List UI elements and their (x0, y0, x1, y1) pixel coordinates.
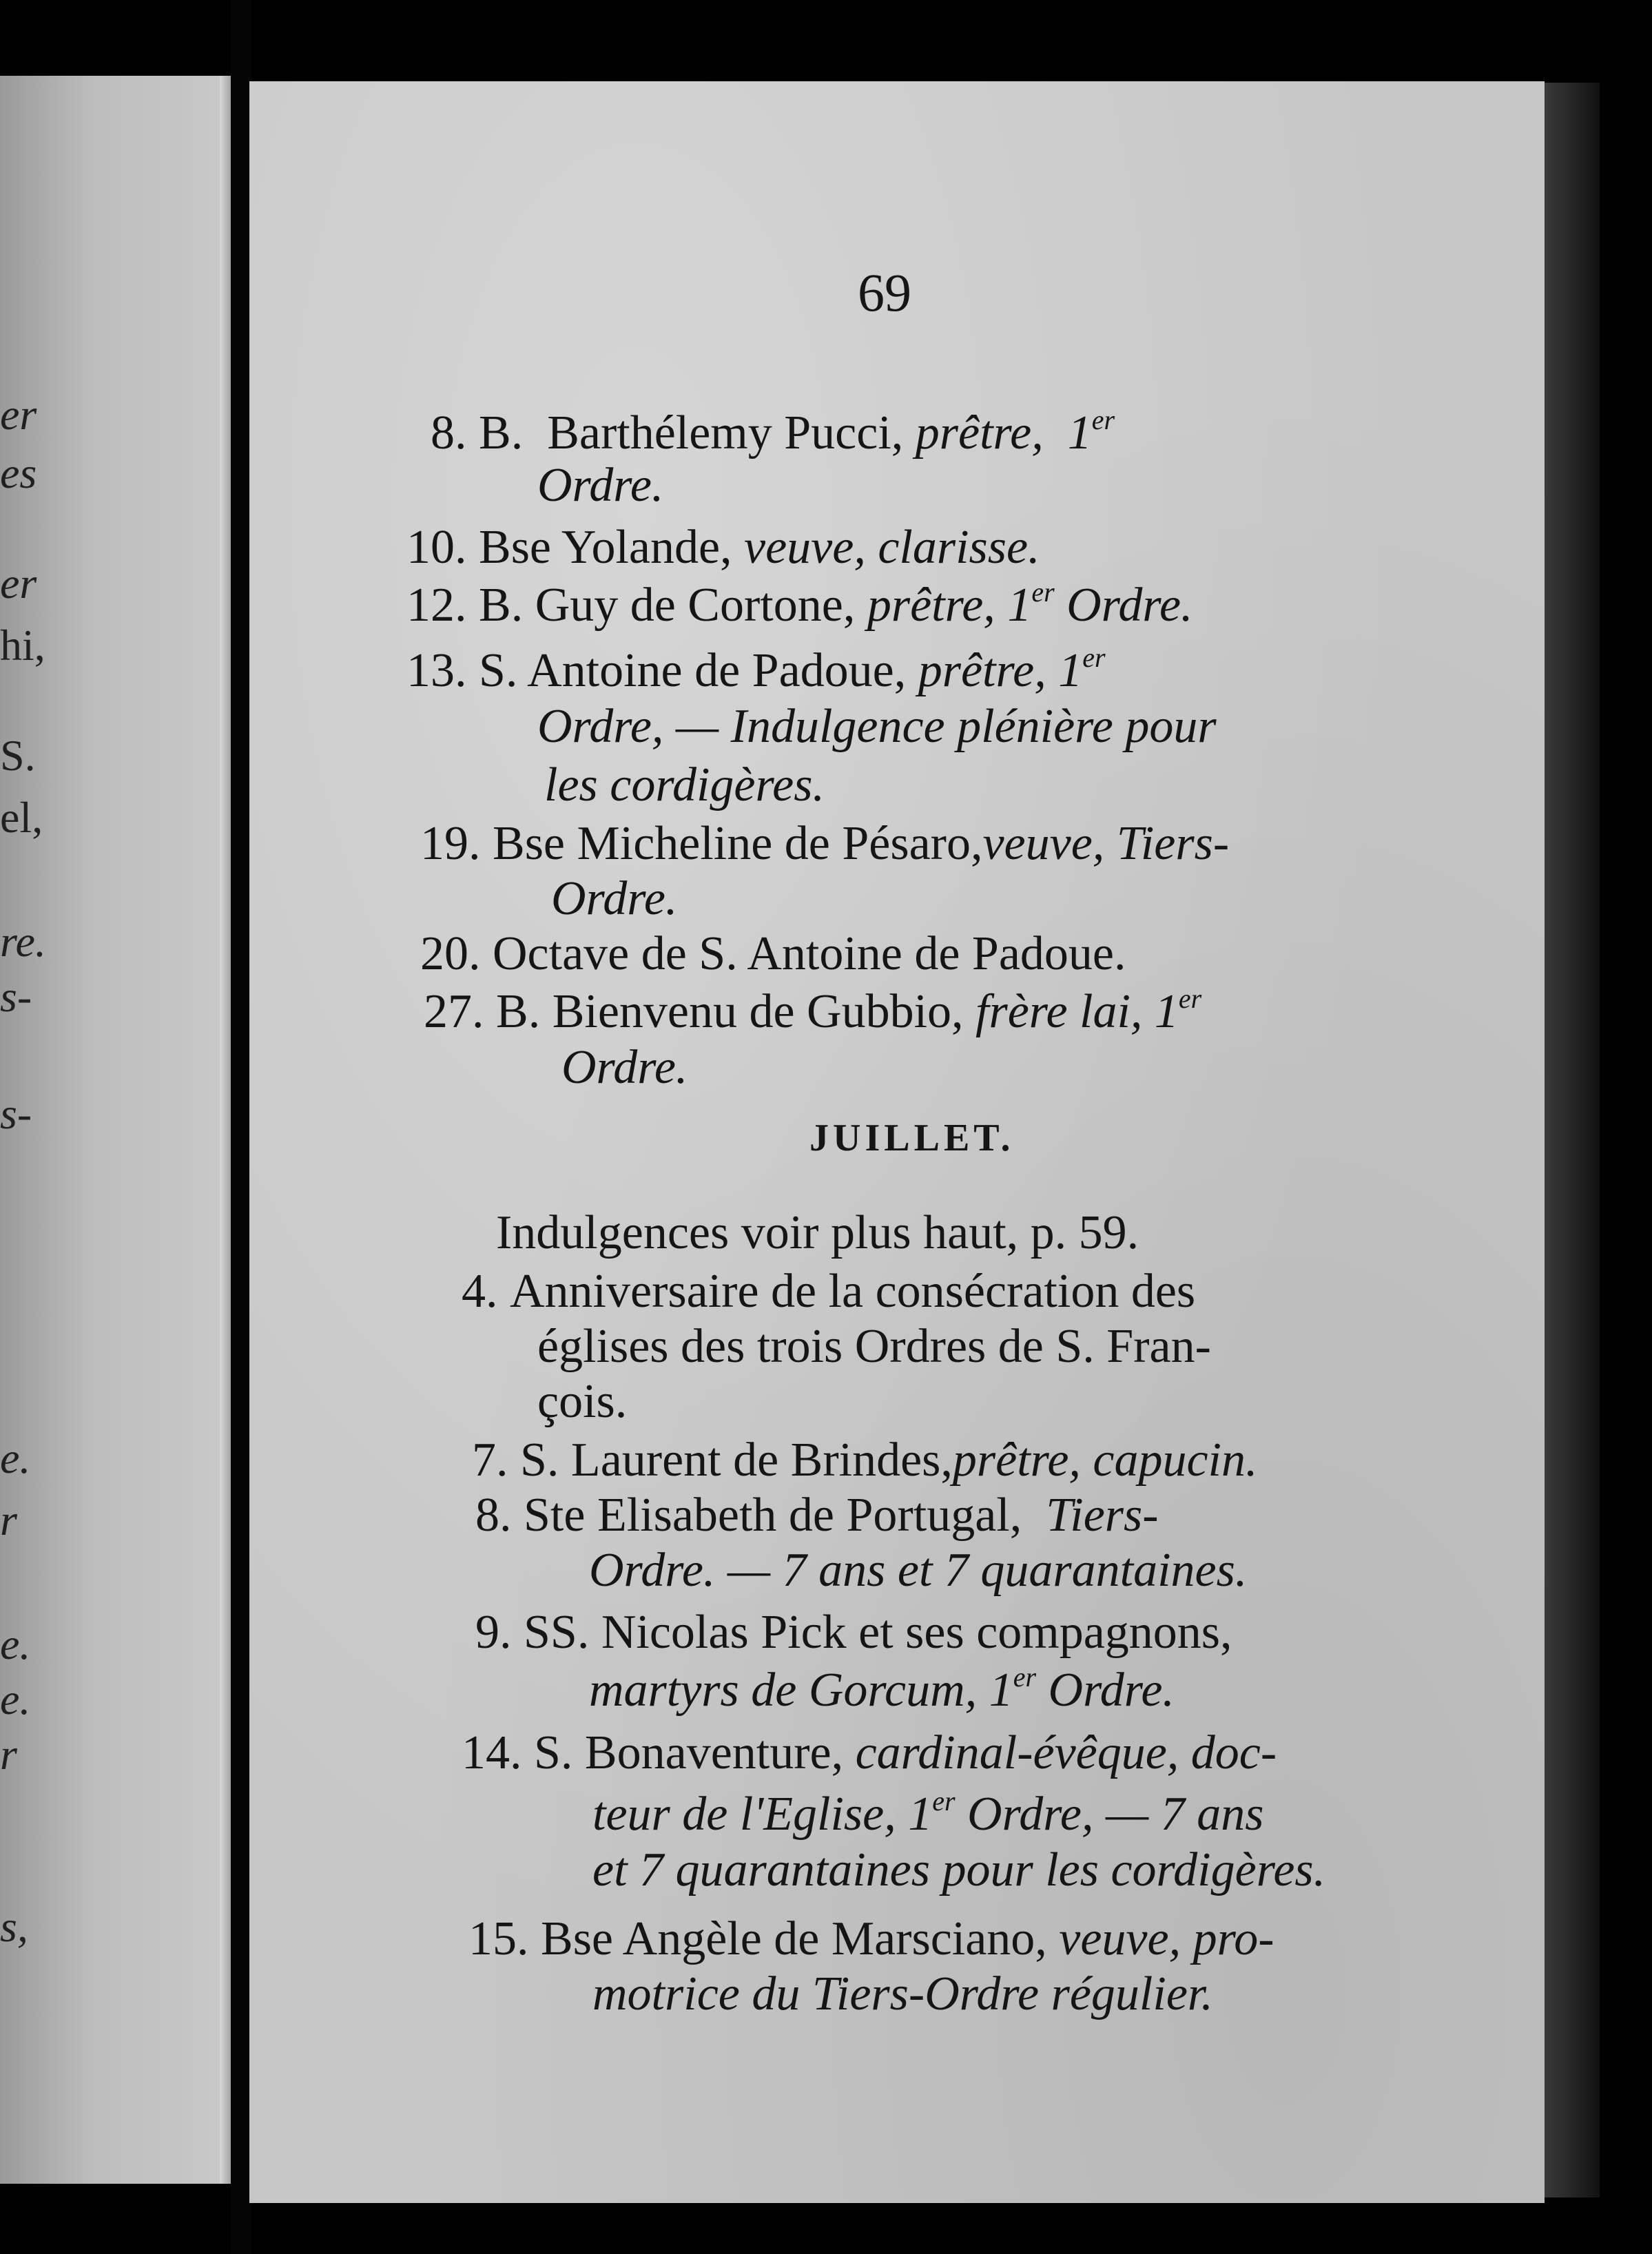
entry-text: Anniversaire de la consécration des (510, 1265, 1196, 1318)
entry-italic: 1 (989, 1664, 1013, 1717)
entry-19-cont: Ordre. (551, 872, 678, 925)
superscript: er (1082, 642, 1106, 673)
entry-italic: teur de l'Eglise, (592, 1788, 896, 1841)
left-fragment: s, (0, 1902, 28, 1951)
entry-number: 9. (475, 1606, 512, 1659)
left-fragment: r (0, 1730, 17, 1779)
entry-italic: prêtre, (867, 579, 995, 632)
entry-italic: prêtre, (915, 406, 1044, 459)
entry-number: 27. (424, 985, 484, 1038)
left-fragment: er (0, 390, 37, 439)
entry-8-cont: Ordre. (537, 459, 664, 512)
entry-number: 13. (406, 644, 467, 697)
entry-j4-cont: églises des trois Ordres de S. Fran- (537, 1320, 1211, 1373)
left-fragment: e. (0, 1434, 31, 1482)
left-fragment: e. (0, 1620, 31, 1668)
entry-text: Bse Yolande, (479, 521, 732, 574)
entry-italic: 1 (1058, 644, 1083, 697)
superscript: er (1013, 1662, 1037, 1693)
entry-20 (420, 927, 1126, 980)
entry-13-cont: les cordigères. (544, 758, 825, 811)
entry-italic: 1 (1007, 579, 1032, 632)
entry-text: S. Antoine de Padoue, (479, 644, 907, 697)
entry-j4 (462, 1265, 1196, 1318)
entry-j7 (472, 1436, 1257, 1485)
entry-text: S. Bonaventure, (534, 1726, 844, 1779)
entry-text: Octave de S. Antoine de Padoue. (493, 927, 1126, 980)
left-fragment: el, (0, 793, 43, 842)
entry-19 (420, 817, 1230, 870)
entry-j8 (475, 1491, 1159, 1540)
entry-number: 10. (406, 521, 467, 574)
left-fragment: s- (0, 972, 32, 1021)
month-heading: JUILLET. (809, 1117, 1015, 1159)
entry-italic: Ordre. (1066, 579, 1193, 632)
left-fragment: e. (0, 1675, 31, 1724)
entry-text: B. Guy de Cortone, (479, 579, 856, 632)
entry-j4-cont: çois. (537, 1375, 628, 1428)
left-fragment: r (0, 1496, 17, 1544)
entry-number: 8. (475, 1489, 512, 1542)
entry-27-cont: Ordre. (561, 1041, 688, 1094)
entry-number: 4. (462, 1265, 498, 1318)
left-fragment: re. (0, 917, 46, 966)
entry-j8-cont: Ordre. — 7 ans et 7 quarantaines. (589, 1544, 1248, 1597)
entry-text: Bse Micheline de Pésaro, (493, 817, 983, 870)
superscript: er (1091, 404, 1115, 435)
entry-j15 (468, 1912, 1274, 1965)
left-fragment: er (0, 559, 37, 608)
entry-number: 12. (406, 579, 467, 632)
entry-13 (406, 644, 1106, 695)
entry-text: Bse Angèle de Marsciano, (541, 1912, 1047, 1965)
entry-text: SS. Nicolas Pick et ses compagnons, (524, 1606, 1232, 1659)
entry-italic: Tiers- (1046, 1489, 1159, 1542)
entry-13-cont: Ordre, — Indulgence plénière pour (537, 700, 1217, 753)
entry-8 (431, 406, 1115, 457)
superscript: er (932, 1786, 956, 1817)
page-number: 69 (858, 262, 911, 322)
entry-j15-cont: motrice du Tiers-Ordre régulier. (592, 1967, 1213, 2020)
entry-italic: prêtre, capucin. (952, 1434, 1258, 1487)
page-stack-edge (1545, 83, 1600, 2198)
superscript: er (1178, 983, 1202, 1014)
entry-number: 20. (420, 927, 481, 980)
entry-number: 14. (462, 1726, 522, 1779)
indulgences-note: Indulgences voir plus haut, p. 59. (496, 1206, 1139, 1259)
entry-10 (406, 521, 1040, 574)
entry-text: Barthélemy Pucci, (547, 406, 904, 459)
superscript: er (1031, 577, 1055, 608)
left-fragment: hi, (0, 621, 45, 670)
entry-text: B. Bienvenu de Gubbio, (496, 985, 964, 1038)
entry-text: S. Laurent de Brindes, (520, 1434, 953, 1487)
left-fragment: es (0, 448, 37, 497)
book-gutter (231, 0, 251, 2254)
entry-j9-cont (589, 1664, 1175, 1715)
entry-j9 (475, 1606, 1232, 1659)
entry-italic: veuve, pro- (1059, 1912, 1274, 1965)
entry-27 (424, 985, 1201, 1036)
entry-j14 (462, 1726, 1277, 1779)
entry-italic: veuve, clarisse. (744, 521, 1040, 574)
entry-italic: 1 (1067, 406, 1092, 459)
left-fragment: S. (0, 731, 36, 780)
entry-italic: prêtre, (918, 644, 1046, 697)
entry-number: 15. (468, 1912, 529, 1965)
entry-italic: 1 (1154, 985, 1179, 1038)
entry-italic: frère lai, (975, 985, 1143, 1038)
entry-label: 8. B. (431, 406, 524, 459)
entry-j14-cont: et 7 quarantaines pour les cordigères. (592, 1843, 1326, 1896)
entry-italic: cardinal-évêque, doc- (855, 1726, 1277, 1779)
left-page (0, 76, 231, 2184)
entry-italic: Ordre. (1048, 1664, 1175, 1717)
entry-number: 19. (420, 817, 481, 870)
entry-j14-cont (592, 1788, 1263, 1839)
entry-italic: Ordre, — 7 ans (967, 1788, 1264, 1841)
entry-italic: martyrs de Gorcum, (589, 1664, 978, 1717)
entry-number: 7. (472, 1434, 508, 1487)
entry-italic: veuve, Tiers- (982, 817, 1230, 870)
entry-italic: 1 (908, 1788, 933, 1841)
left-fragment: s- (0, 1089, 32, 1138)
entry-text: Ste Elisabeth de Portugal, (524, 1489, 1022, 1542)
entry-12 (406, 579, 1193, 630)
